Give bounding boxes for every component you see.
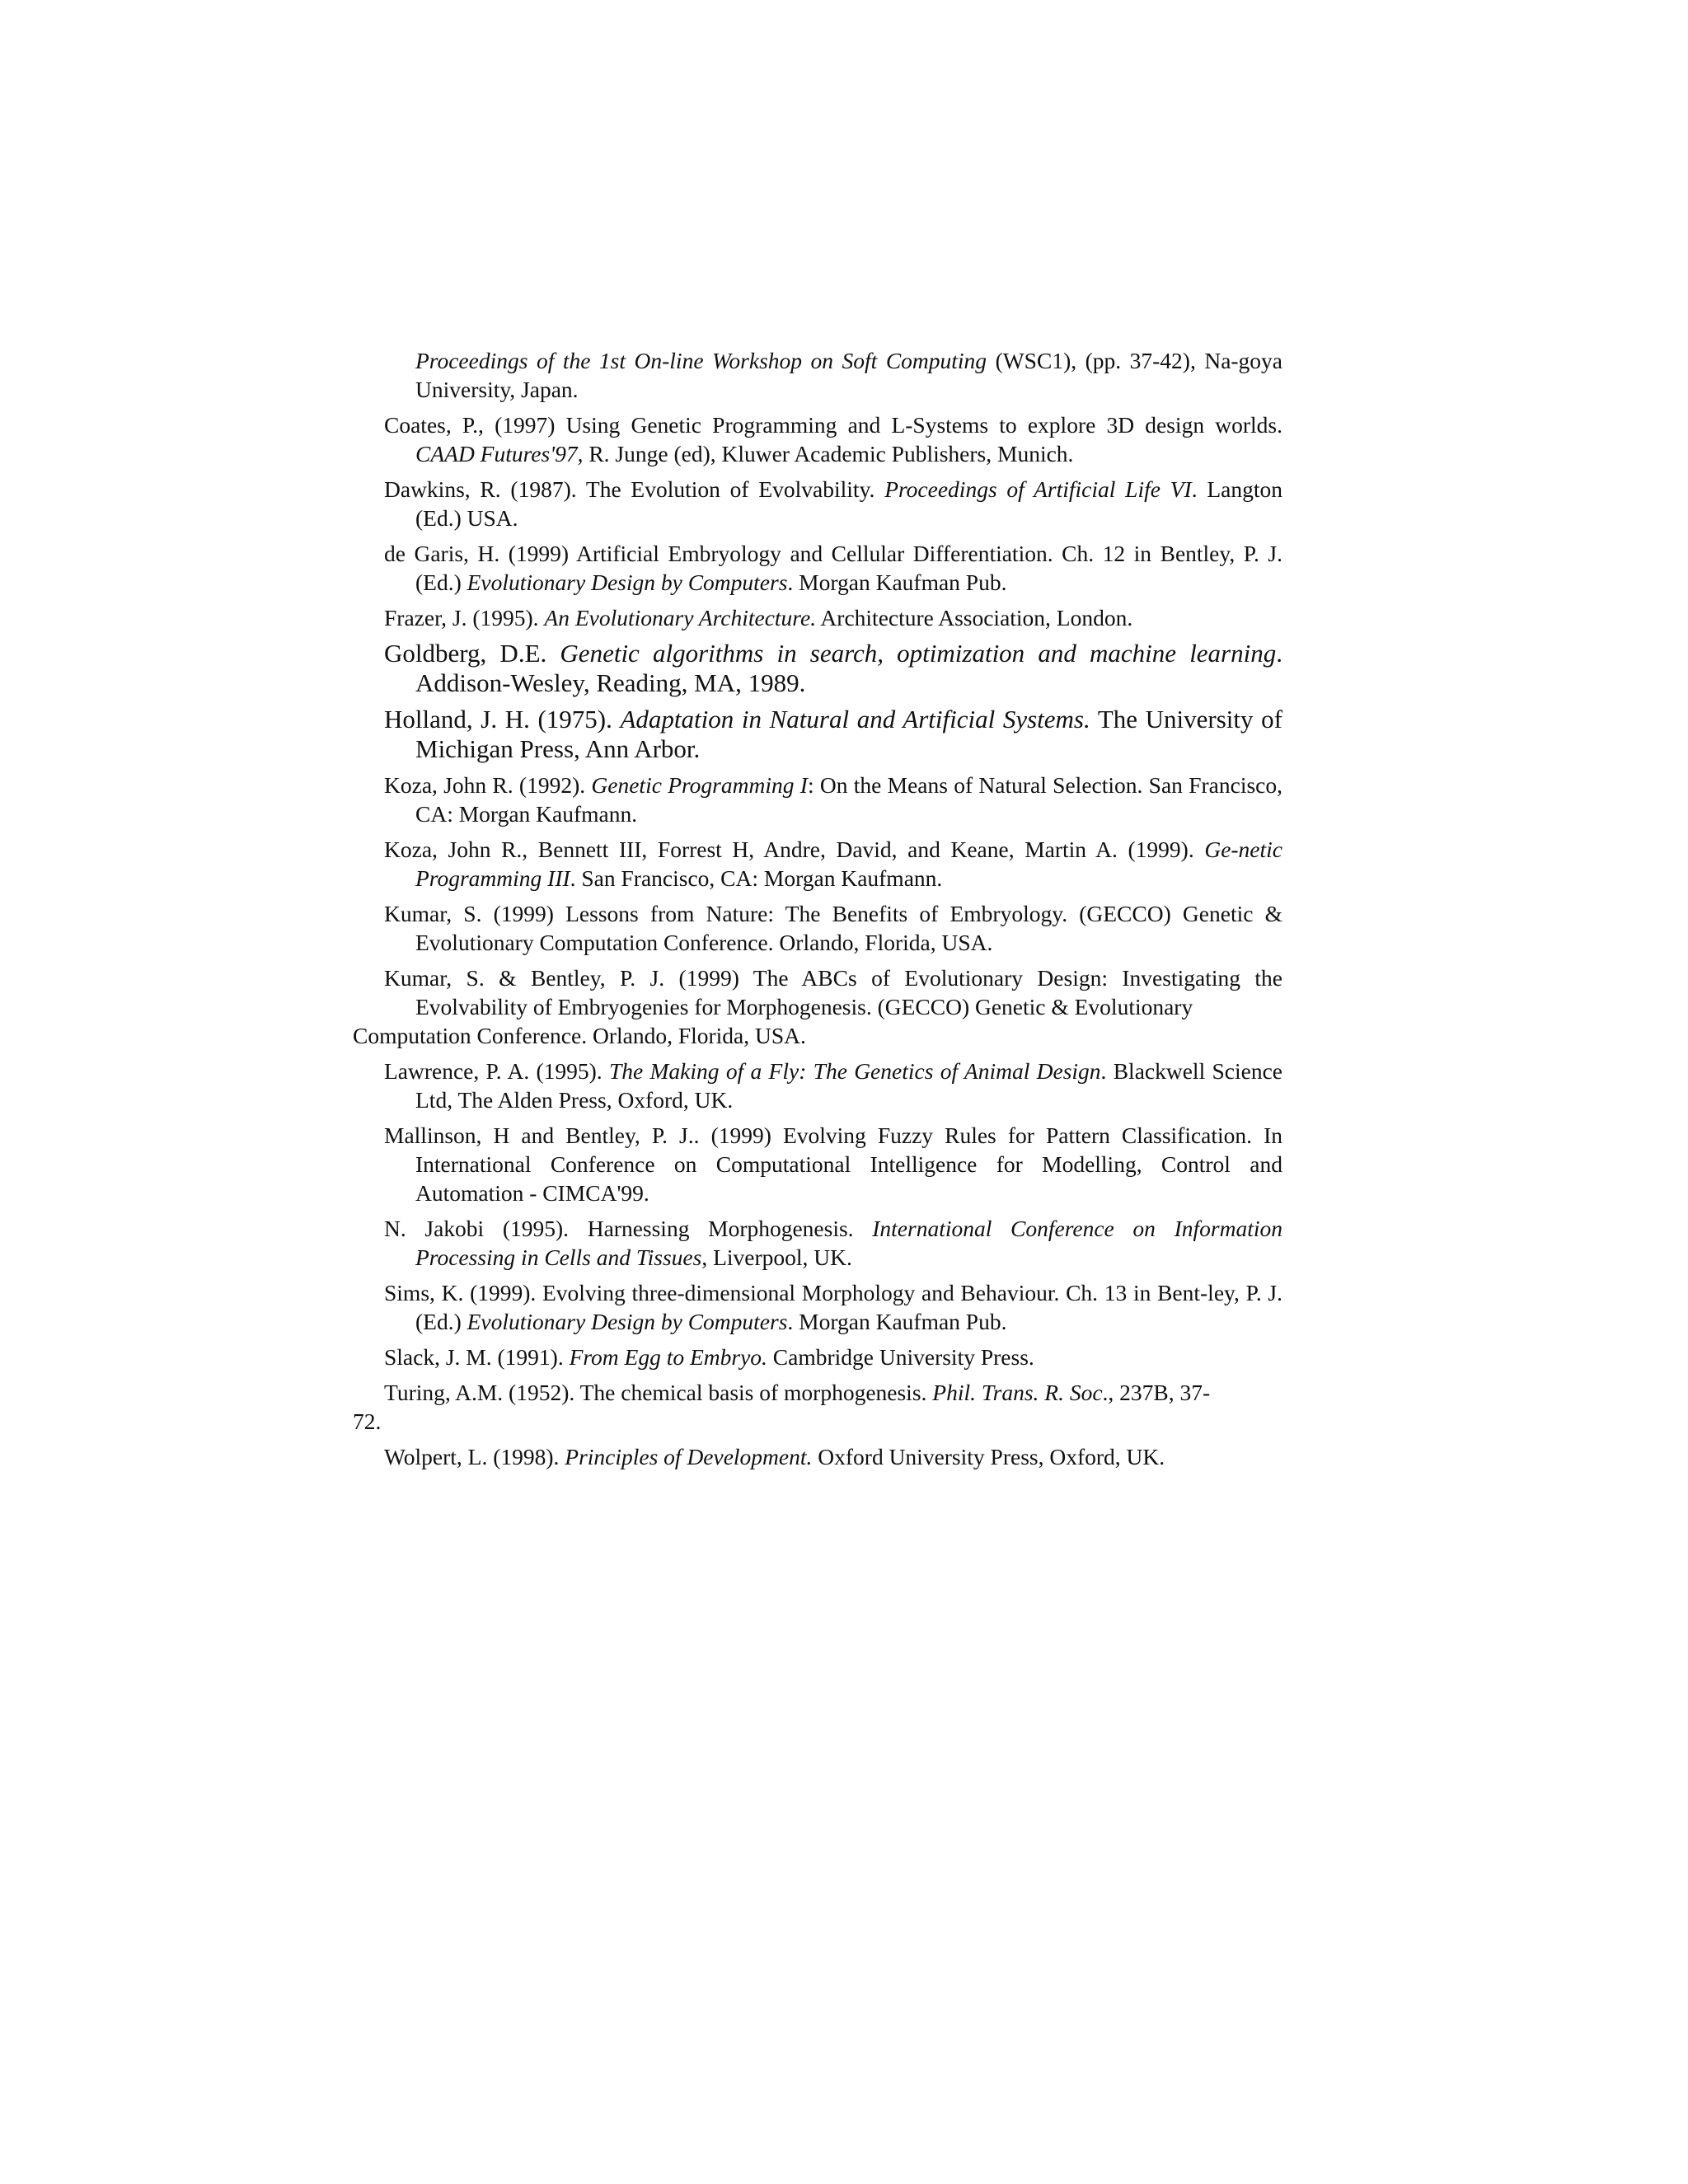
reference-last-line: 72. (353, 1408, 382, 1434)
reference-entry (384, 705, 1282, 764)
reference-text: Kumar, S. (1999) Lessons from Nature: The Benefits of Embryology. (GECCO) Genetic & Evolutionary Computation Conference. Orlando, Florida, USA. (384, 901, 1282, 955)
reference-text: . Langton (Ed.) USA. (415, 476, 1283, 531)
reference-entry (384, 1343, 1282, 1371)
reference-text: Slack, J. M. (1991). (384, 1344, 570, 1370)
reference-text: . Addison-Wesley, Reading, MA, 1989. (415, 639, 1282, 697)
reference-italic-text: Genetic Programming I (591, 772, 808, 798)
reference-text: Cambridge University Press. (767, 1344, 1034, 1370)
reference-entry (384, 1214, 1282, 1272)
reference-entry (384, 410, 1282, 468)
reference-text: . Morgan Kaufman Pub. (787, 569, 1007, 595)
reference-text: The University of Michigan Press, Ann Arbor. (415, 705, 1282, 763)
reference-italic-text: Phil. Trans. R. Soc (932, 1380, 1103, 1405)
reference-entry (384, 639, 1282, 698)
reference-entry (384, 603, 1282, 632)
reference-text: Coates, P., (1997) Using Genetic Programming and L-Systems to explore 3D design worlds. (384, 412, 1282, 438)
reference-text: Wolpert, L. (1998). (384, 1444, 565, 1469)
reference-entry (384, 1057, 1282, 1114)
reference-text: . Blackwell Science Ltd, The Alden Press, Oxford, UK. (415, 1058, 1283, 1113)
reference-text: Lawrence, P. A. (1995). (384, 1058, 609, 1084)
reference-entry (384, 1442, 1282, 1471)
reference-italic-text: Principles of Development. (565, 1444, 813, 1469)
reference-italic-text: Adaptation in Natural and Artificial Systems. (620, 705, 1090, 733)
reference-italic-text: Evolutionary Design by Computers (467, 569, 788, 595)
reference-text: Kumar, S. & Bentley, P. J. (1999) The ABCs of Evolutionary Design: Investigating the Evolvability of Embryogenies for Morphogenesis. (GECCO) Genetic & Evolutionary (384, 965, 1282, 1019)
reference-text: Koza, John R., Bennett III, Forrest H, Andre, David, and Keane, Martin A. (1999). (384, 837, 1205, 862)
reference-text: . San Francisco, CA: Morgan Kaufmann. (570, 865, 943, 891)
reference-entry (384, 346, 1282, 404)
reference-text: , Liverpool, UK. (701, 1244, 852, 1270)
reference-last-line: Computation Conference. Orlando, Florida, USA. (353, 1023, 806, 1048)
reference-text: Goldberg, D.E. (384, 639, 560, 668)
reference-entry (384, 899, 1282, 957)
reference-text: N. Jakobi (1995). Harnessing Morphogenesis. (384, 1216, 873, 1241)
reference-text: (WSC1), (pp. 37-42), Na-goya University, Japan. (415, 348, 1283, 402)
reference-entry (353, 1378, 1282, 1436)
reference-italic-text: CAAD Futures'97, (415, 441, 584, 466)
reference-text: Koza, John R. (1992). (384, 772, 592, 798)
reference-entry (384, 539, 1282, 597)
reference-italic-text: International Conference on Information Processing in Cells and Tissues (415, 1216, 1282, 1270)
reference-text: Sims, K. (1999). Evolving three-dimensional Morphology and Behaviour. Ch. 13 in Bent-ley, P. J. (Ed.) (384, 1280, 1282, 1334)
reference-entry (353, 963, 1282, 1050)
reference-italic-text: Ge-netic Programming III (415, 837, 1282, 891)
reference-italic-text: Genetic algorithms in search, optimization and machine learning (560, 639, 1277, 668)
reference-italic-text: From Egg to Embryo. (569, 1344, 767, 1370)
reference-italic-text: The Making of a Fly: The Genetics of Animal Design (608, 1058, 1101, 1084)
reference-entry (384, 1121, 1282, 1207)
reference-italic-text: Proceedings of Artificial Life VI (884, 476, 1192, 502)
reference-text: de Garis, H. (1999) Artificial Embryology and Cellular Differentiation. Ch. 12 in Bentley, P. J. (Ed.) (384, 541, 1282, 595)
reference-text: Mallinson, H and Bentley, P. J.. (1999) Evolving Fuzzy Rules for Pattern Classification. In International Conference on Computational Intelligence for Modelling, Control and Automation - CIMCA'99. (384, 1122, 1282, 1206)
reference-text: Architecture Association, London. (816, 605, 1133, 630)
reference-text: Oxford University Press, Oxford, UK. (812, 1444, 1165, 1469)
reference-text: Frazer, J. (1995). (384, 605, 545, 630)
reference-italic-text: An Evolutionary Architecture. (544, 605, 817, 630)
reference-italic-text: Evolutionary Design by Computers (467, 1309, 788, 1334)
reference-text: Holland, J. H. (1975). (384, 705, 621, 733)
reference-text: Dawkins, R. (1987). The Evolution of Evolvability. (384, 476, 885, 502)
reference-italic-text: Proceedings of the 1st On-line Workshop on Soft Computing (415, 348, 987, 373)
reference-text: R. Junge (ed), Kluwer Academic Publishers, Munich. (583, 441, 1074, 466)
reference-entry (384, 835, 1282, 893)
reference-text: : On the Means of Natural Selection. San Francisco, CA: Morgan Kaufmann. (415, 772, 1282, 827)
reference-text: ., 237B, 37- (1102, 1380, 1211, 1405)
reference-text: . Morgan Kaufman Pub. (787, 1309, 1007, 1334)
reference-entry (384, 771, 1282, 828)
reference-text: Turing, A.M. (1952). The chemical basis of morphogenesis. (384, 1380, 933, 1405)
reference-entry (384, 475, 1282, 532)
reference-entry (384, 1278, 1282, 1336)
reference-list (353, 346, 1283, 1478)
